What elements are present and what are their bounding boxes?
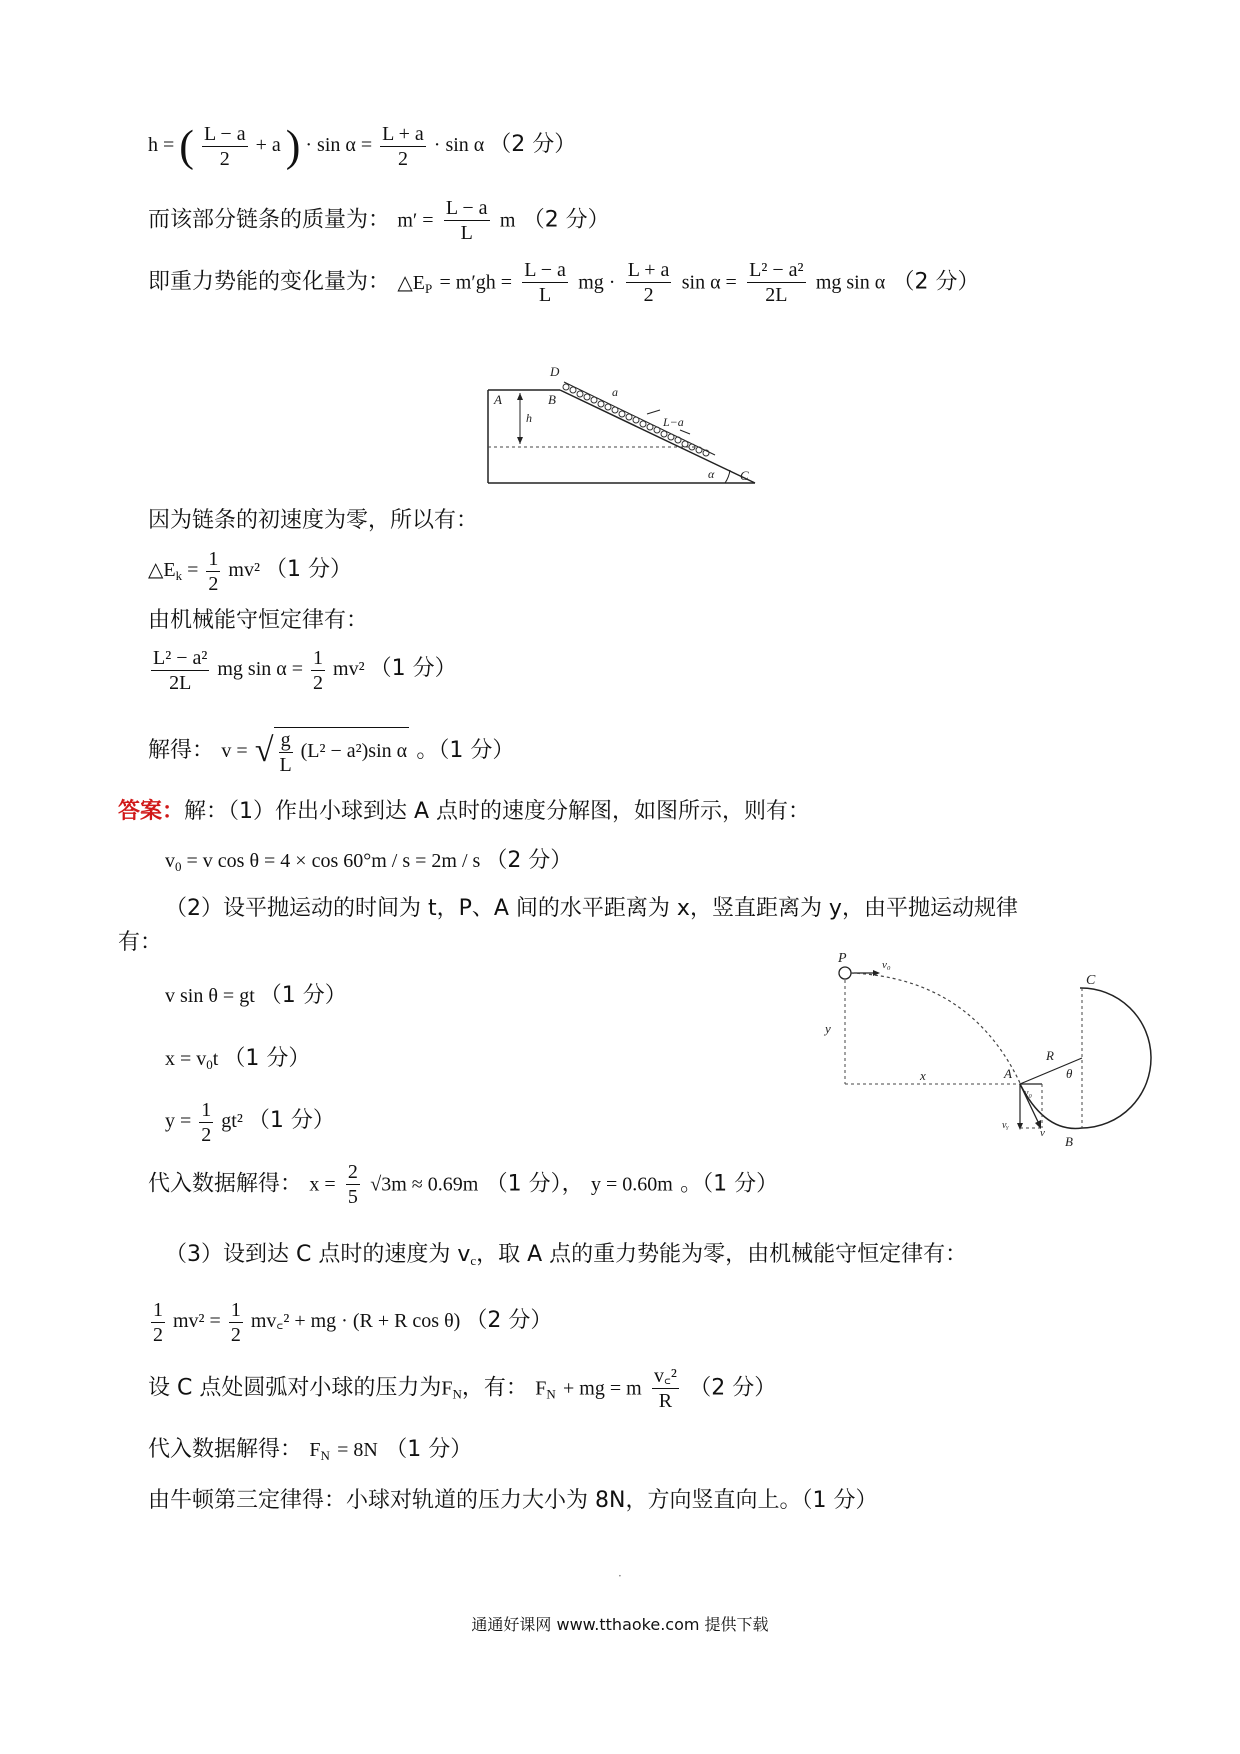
part3-text-a: （3）设到达 C 点时的速度为 v [165, 1242, 471, 1267]
ep-lhs: △E [397, 271, 425, 294]
e3-frac1-denominator: 2 [153, 1324, 163, 1346]
fn-text-a: 设 C 点处圆弧对小球的压力为 [148, 1375, 442, 1401]
solution-lhs: v = [221, 740, 248, 762]
part2-text-a: （2）设平抛运动的时间为 t，P、A 间的水平距离为 x，竖直距离为 y，由平抛运动规律 [165, 896, 1018, 921]
fig2-label-C: C [1086, 973, 1096, 988]
ek-eq: = [187, 559, 199, 582]
fig2-label-P: P [838, 951, 847, 966]
y-eq-lhs: y = [165, 1110, 192, 1133]
ep-mid: = m′gh = [439, 271, 512, 294]
ep-lhs-sub: P [424, 280, 433, 296]
paren-open: ( [179, 121, 194, 171]
y-frac [199, 1100, 213, 1145]
fn-frac-denominator: R [658, 1390, 673, 1412]
ep-line [148, 260, 980, 305]
ep-frac3-denominator: 2L [765, 284, 788, 306]
h-frac2-denominator: 2 [397, 148, 408, 170]
v0-lhs: v [165, 850, 175, 872]
ep-score: （2 分） [892, 269, 980, 295]
e3-frac2-denominator: 2 [230, 1324, 241, 1346]
fig2-label-y: y [825, 1021, 831, 1036]
fig1-label-D: D [550, 364, 560, 379]
e3-frac-2 [229, 1300, 243, 1345]
ek-frac-numerator: 1 [208, 548, 219, 570]
x-equation [165, 1048, 310, 1071]
x-eq: x = v [165, 1048, 207, 1070]
v0-rest: = v cos θ = 4 × cos 60°m / s = 2m / s [186, 850, 481, 872]
mass-text: 而该部分链条的质量为： [148, 207, 391, 233]
h-score: （2 分） [489, 132, 577, 158]
energy-equation-3 [148, 1300, 552, 1345]
chain-links [563, 384, 709, 456]
solution-line [148, 727, 514, 775]
fn-frac [652, 1366, 679, 1411]
fn-value-line [148, 1438, 472, 1462]
h-frac-2 [380, 124, 426, 169]
mass-frac [444, 198, 490, 243]
vsin-score: （1 分） [259, 983, 347, 1008]
part3-text-b: ，取 A 点的重力势能为零，由机械能守恒定律有： [476, 1242, 968, 1267]
fn-eq: F [535, 1377, 547, 1400]
cons-frac2-numerator: 1 [313, 647, 324, 669]
part2-text-b: 有： [118, 930, 163, 955]
fig1-label-a: a [612, 385, 618, 399]
e3-mid: mv² = [173, 1310, 221, 1333]
sub-y: y = 0.60m [590, 1173, 673, 1196]
cons-frac-1 [151, 648, 209, 693]
e3-frac2-numerator: 1 [230, 1299, 241, 1321]
fig1-label-C: C [740, 468, 749, 483]
newton-third-law-text: 由牛顿第三定律得：小球对轨道的压力大小为 8N，方向竖直向上。（1 分） [148, 1488, 878, 1513]
fig2-label-B: B [1065, 1134, 1073, 1149]
x-eq-sub: 0 [206, 1057, 213, 1072]
ep-text: 即重力势能的变化量为： [148, 269, 391, 295]
ep-frac1-numerator: L − a [524, 259, 566, 281]
v0-sub: 0 [175, 859, 182, 874]
h-frac1-denominator: 2 [219, 148, 230, 170]
y-eq-tail: gt² [221, 1110, 243, 1133]
solution-score: 。（1 分） [416, 738, 515, 763]
fn-val-tail: = 8N [337, 1439, 378, 1461]
solution-text: 解得： [148, 738, 215, 763]
fig2-label-x: x [920, 1068, 926, 1083]
e3-frac1-numerator: 1 [153, 1299, 163, 1321]
h-plus-a: + a [255, 134, 281, 157]
answer-label: 答案： [118, 799, 185, 824]
fn-text-b: ，有： [461, 1375, 528, 1401]
fig2-label-v0: v₀ [882, 959, 891, 971]
cons-score: （1 分） [369, 656, 457, 682]
fig1-label-B: B [548, 392, 556, 407]
ep-frac-3 [747, 260, 805, 305]
fn-sub-text: 代入数据解得： [148, 1437, 303, 1462]
fn-val-sub: N [320, 1448, 330, 1463]
sub-x-tail: √3m ≈ 0.69m [370, 1173, 479, 1196]
fn-eq-mid: + mg = m [563, 1377, 642, 1400]
fn-sym-sub: N [452, 1386, 462, 1402]
y-equation [165, 1100, 335, 1145]
h-frac-1 [202, 124, 248, 169]
ep-frac3-numerator: L² − a² [749, 259, 804, 281]
e3-tail: mv꜀² + mg · (R + R cos θ) [250, 1310, 461, 1333]
sol-inner: (L² − a²)sin α [300, 740, 408, 763]
cons-frac1-denominator: 2L [169, 672, 192, 694]
ek-lhs: △E [148, 559, 176, 582]
mass-frac-numerator: L − a [445, 197, 488, 219]
h-eq-lhs: h = [148, 134, 175, 157]
sub-x-score: （1 分）， [485, 1171, 584, 1197]
fn-sym: F [441, 1377, 453, 1400]
fn-frac-numerator: v꜀² [654, 1365, 677, 1387]
part3-text [165, 1244, 967, 1267]
mass-tail: m [499, 209, 516, 232]
ep-frac1-denominator: L [539, 284, 552, 306]
h-frac2-numerator: L + a [382, 123, 424, 145]
sub-x-frac-denominator: 5 [347, 1186, 358, 1208]
page-footer: 通通好课网 www.tthaoke.com 提供下载 [471, 1615, 769, 1634]
ep-mg: mg · [578, 271, 616, 294]
sub-x-lhs: x = [309, 1173, 336, 1196]
part3-text-sub: c [470, 1253, 477, 1268]
fig2-label-v: v [1040, 1127, 1045, 1139]
mass-lhs: m′ = [397, 209, 434, 232]
fn-val-score: （1 分） [385, 1437, 473, 1462]
fig1-label-L-minus-a: L−a [663, 415, 684, 429]
sol-frac-denominator: L [279, 754, 292, 776]
ek-frac [206, 549, 220, 594]
cons-frac2-denominator: 2 [313, 672, 324, 694]
fig2-label-A: A [1004, 1066, 1012, 1081]
projectile-circle-figure [820, 948, 1170, 1158]
sol-frac-numerator: g [280, 729, 291, 751]
sqrt-expression [255, 727, 409, 775]
cons-frac-2 [311, 648, 325, 693]
substitution-text: 代入数据解得： [148, 1171, 303, 1197]
h-dot-sin: · sin α = [305, 134, 373, 157]
ep-frac2-denominator: 2 [643, 284, 654, 306]
x-score: （1 分） [223, 1046, 311, 1071]
answer-part1-text: 解：（1）作出小球到达 A 点时的速度分解图，如图所示，则有： [184, 799, 811, 824]
answer-line-1 [118, 800, 810, 823]
ep-tail: mg sin α [815, 271, 886, 294]
ek-tail: mv² [228, 559, 260, 582]
x-eq-tail: t [212, 1048, 219, 1070]
substitution-line [148, 1162, 778, 1207]
cons-mid: mg sin α = [217, 658, 304, 681]
fn-eq-sub: N [546, 1386, 556, 1402]
cons-frac1-numerator: L² − a² [153, 647, 208, 669]
v0-score: （2 分） [485, 848, 573, 873]
paren-close: ) [285, 121, 301, 171]
ep-sin: sin α = [681, 271, 737, 294]
sub-y-score: 。（1 分） [680, 1171, 779, 1197]
vsin-eq: v sin θ = gt [165, 985, 255, 1007]
vsin-equation [165, 985, 347, 1007]
fig1-label-h: h [526, 411, 532, 425]
fig2-label-R: R [1046, 1048, 1054, 1063]
fn-line [148, 1366, 776, 1411]
cons-tail: mv² [333, 658, 365, 681]
h-frac1-numerator: L − a [203, 123, 246, 145]
mass-score: （2 分） [522, 207, 610, 233]
ek-score: （1 分） [264, 557, 352, 583]
incline-chain-figure [480, 360, 770, 490]
sol-frac [279, 730, 293, 775]
ep-frac-1 [522, 260, 568, 305]
ep-frac-2 [626, 260, 672, 305]
init-velocity-text: 因为链条的初速度为零，所以有： [148, 508, 479, 533]
page-dot: · [618, 1569, 622, 1583]
ek-sub: k [175, 568, 183, 584]
mass-frac-denominator: L [460, 222, 473, 244]
conservation-equation [148, 648, 457, 693]
sqrt-sign: √ [254, 732, 274, 769]
ep-frac2-numerator: L + a [627, 259, 670, 281]
fn-score: （2 分） [689, 1375, 777, 1401]
y-score: （1 分） [247, 1108, 335, 1134]
e3-frac-1 [151, 1300, 165, 1345]
fn-val: F [309, 1439, 321, 1461]
fig1-label-A: A [494, 392, 502, 407]
fig2-label-vy: vᵧ [1002, 1120, 1009, 1131]
sub-x-frac [346, 1162, 360, 1207]
h-tail: · sin α [433, 134, 485, 157]
sub-x-frac-numerator: 2 [347, 1161, 358, 1183]
mass-line [148, 198, 610, 243]
fig1-label-alpha: α [708, 467, 715, 481]
fig2-label-v0-component: v₀ [1024, 1088, 1032, 1099]
fig2-label-theta: θ [1066, 1066, 1073, 1081]
ek-frac-denominator: 2 [208, 573, 219, 595]
h-equation [148, 121, 577, 171]
v0-equation [165, 850, 572, 873]
y-frac-denominator: 2 [201, 1124, 212, 1146]
conservation-text: 由机械能守恒定律有： [148, 608, 369, 633]
e3-score: （2 分） [465, 1308, 553, 1334]
y-frac-numerator: 1 [201, 1099, 212, 1121]
ek-equation [148, 549, 352, 594]
